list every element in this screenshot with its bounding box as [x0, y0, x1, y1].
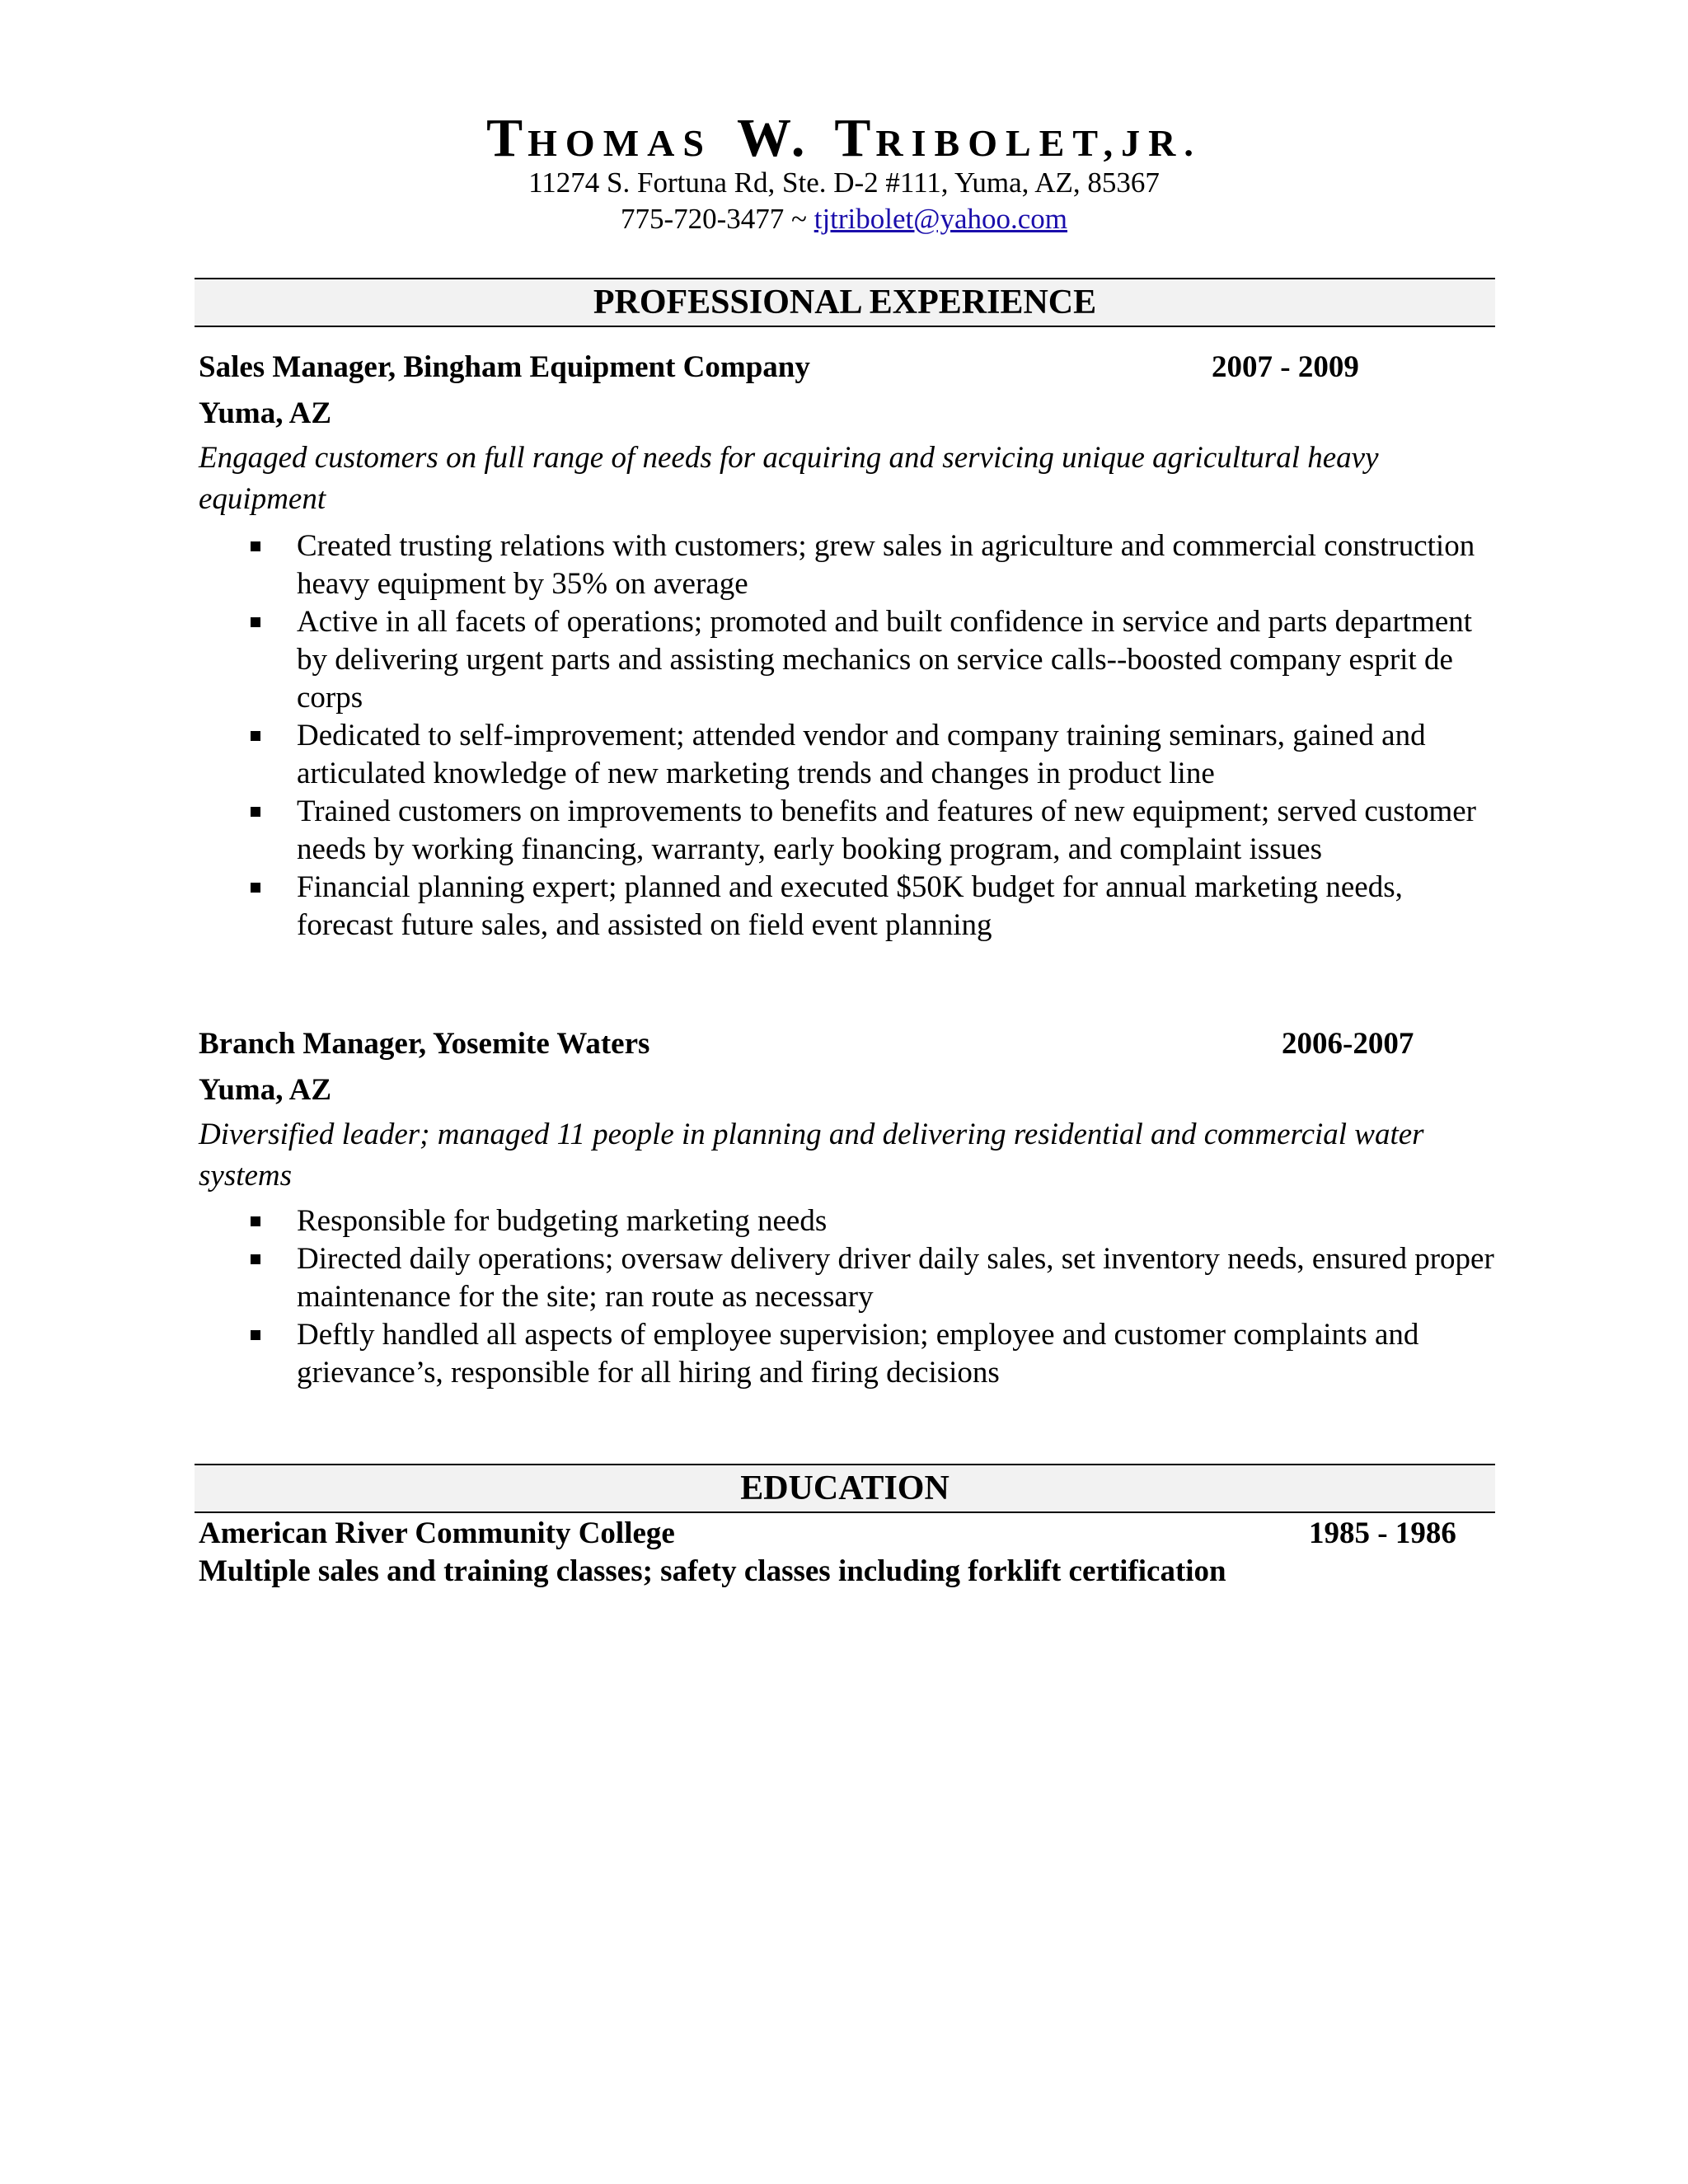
bullet-square-icon — [251, 1216, 260, 1226]
email-link[interactable]: tjtribolet@yahoo.com — [814, 203, 1068, 235]
list-item: Financial planning expert; planned and executed $50K budget for annual marketing needs, forecast future sales, and assisted on field event planning — [247, 869, 1500, 944]
job-bullets — [247, 1202, 1500, 1392]
phone: 775-720-3477 ~ — [620, 203, 807, 235]
job-dates: 2006-2007 — [1282, 1027, 1414, 1061]
job-summary: Engaged customers on full range of needs for acquiring and servicing unique agricultural heavy equipment — [199, 441, 1379, 516]
list-item: Deftly handled all aspects of employee supervision; employee and customer complaints and grievance’s, responsible for all hiring and firing decisions — [247, 1316, 1500, 1392]
bullet-square-icon — [251, 807, 260, 817]
name-suffix: JR. — [1121, 122, 1202, 164]
education-details: Multiple sales and training classes; safety classes including forklift certification — [199, 1554, 1226, 1588]
job-summary: Diversified leader; managed 11 people in planning and delivering residential and commercial water systems — [199, 1118, 1424, 1193]
job-location: Yuma, AZ — [199, 396, 332, 430]
bullet-square-icon — [251, 617, 260, 627]
list-item: Trained customers on improvements to benefits and features of new equipment; served customer needs by working financing, warranty, early booking program, and complaint issues — [247, 793, 1500, 869]
bullet-square-icon — [251, 541, 260, 551]
job-title: Branch Manager, Yosemite Waters — [199, 1027, 650, 1061]
job-location: Yuma, AZ — [199, 1073, 332, 1107]
list-item: Directed daily operations; oversaw delivery driver daily sales, set inventory needs, ensured proper maintenance for the site; ran route as necessary — [247, 1240, 1500, 1316]
name-last-rest: RIBOLET, — [875, 122, 1122, 164]
name-first-initial: T — [486, 108, 528, 168]
name-last-initial: T — [834, 108, 876, 168]
bullet-square-icon — [251, 1254, 260, 1264]
list-item: Responsible for budgeting marketing needs — [247, 1202, 1500, 1240]
contact-line — [0, 201, 1688, 237]
name-middle: W. — [736, 108, 810, 168]
job-bullets — [247, 527, 1500, 944]
education-dates: 1985 - 1986 — [1309, 1516, 1456, 1550]
list-item: Active in all facets of operations; promoted and built confidence in service and parts department by delivering urgent parts and assisting mechanics on service calls--boosted company esprit de corps — [247, 603, 1500, 717]
section-heading-experience: PROFESSIONAL EXPERIENCE — [195, 278, 1495, 327]
list-item: Created trusting relations with customers; grew sales in agriculture and commercial construction heavy equipment by 35% on average — [247, 527, 1500, 603]
name-first-rest: HOMAS — [528, 122, 712, 164]
bullet-square-icon — [251, 731, 260, 741]
job-title: Sales Manager, Bingham Equipment Company — [199, 350, 810, 384]
list-item: Dedicated to self-improvement; attended vendor and company training seminars, gained and articulated knowledge of new marketing trends and changes in product line — [247, 717, 1500, 793]
school-name: American River Community College — [199, 1516, 675, 1550]
job-dates: 2007 - 2009 — [1212, 350, 1359, 384]
address: 11274 S. Fortuna Rd, Ste. D-2 #111, Yuma, AZ, 85367 — [528, 166, 1160, 199]
section-heading-education: EDUCATION — [195, 1464, 1495, 1513]
bullet-square-icon — [251, 1330, 260, 1340]
bullet-square-icon — [251, 883, 260, 893]
applicant-name — [0, 108, 1688, 168]
